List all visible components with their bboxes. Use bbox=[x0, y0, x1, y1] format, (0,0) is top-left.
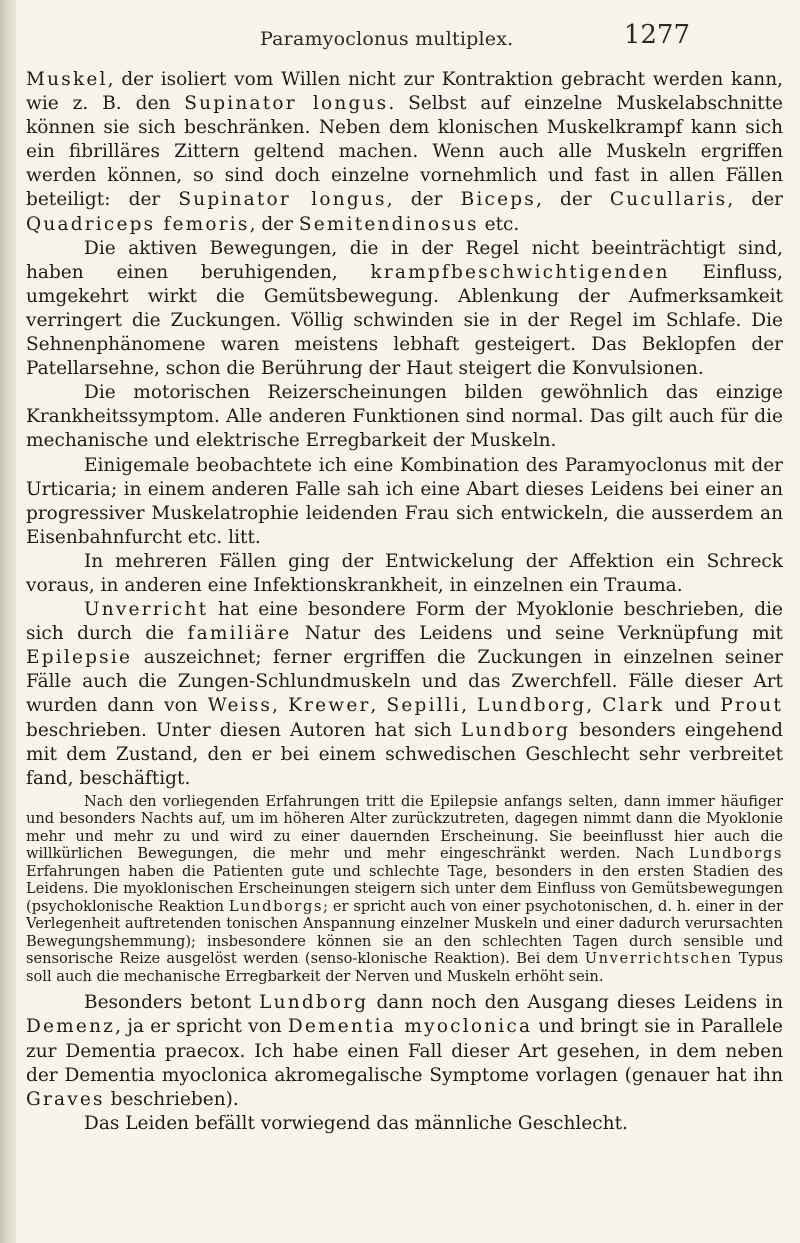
spaced-emphasis: Biceps bbox=[460, 189, 536, 211]
page-number: 1277 bbox=[623, 20, 690, 50]
text-run: Natur des Leidens und seine Verknüpfung mit bbox=[291, 623, 783, 645]
spaced-emphasis: Prout bbox=[720, 695, 784, 717]
spaced-emphasis: Graves bbox=[26, 1088, 105, 1110]
paragraph bbox=[26, 550, 783, 598]
spaced-emphasis: Unverricht bbox=[84, 599, 209, 621]
text-run: , bbox=[272, 695, 289, 717]
text-run: , der bbox=[386, 189, 461, 211]
spaced-emphasis: Lundborg bbox=[460, 719, 571, 741]
text-run: Das Leiden befällt vorwiegend das männliche Geschlecht. bbox=[84, 1112, 628, 1134]
text-run: . Selbst auf einzelne Muskelabschnitte können sie sich beschränken. Neben dem klonischen Muskelkrampf kann sich ein fibrilläres Zittern geltend machen. Wenn auch alle Muskeln ergriffen werden können, so sind doch einzelne vornehmlich und fast in allen Fällen beteiligt: der bbox=[26, 93, 783, 211]
text-run: Einigemale beobachtete ich eine Kombination des Paramyoclonus mit der Urticaria; in einem anderen Falle sah ich eine Abart dieses Leidens bei einer an progressiver Muskelatrophie leidenden Frau sich entwickeln, die ausserdem an Eisenbahnfurcht etc. litt. bbox=[26, 454, 783, 548]
text-run: , bbox=[461, 695, 478, 717]
text-run: , der bbox=[535, 189, 610, 211]
text-run: ; er spricht auch von einer psychotonischen, d. h. einer in der Verlegenheit auftretenden tonischen Anspannung einzelner Muskeln und einer dadurch verursachten Bewegungshemmung); insbesondere können sie an den schlechten Tagen durch sensible und sensorische Reize ausgelöst werden (senso-klonische Reaktion). Bei dem bbox=[26, 897, 783, 968]
spaced-emphasis: Dementia myoclonica bbox=[287, 1016, 533, 1038]
text-run: Die motorischen Reizerscheinungen bilden gewöhnlich das einzige Krankheitssymptom. Alle anderen Funktionen sind normal. Das gilt auch für die mechanische und elektrische Erregbarkeit der Muskeln. bbox=[26, 382, 783, 452]
text-run: und bbox=[664, 695, 721, 717]
text-run: hat eine besondere Form der Myoklonie beschrieben, die sich durch die bbox=[26, 599, 783, 645]
text-run: dann noch den Ausgang dieses Leidens in bbox=[368, 992, 783, 1014]
spaced-emphasis: Demenz bbox=[26, 1016, 116, 1038]
text-run: Typus soll auch die mechanische Erregbarkeit der Nerven und Muskeln erhöht sein. bbox=[26, 950, 783, 985]
text-run: , bbox=[370, 695, 387, 717]
spaced-emphasis: Supinator longus bbox=[178, 189, 387, 211]
spaced-emphasis: Lundborgs bbox=[688, 845, 783, 863]
text-run: beschrieben). bbox=[104, 1088, 239, 1110]
spaced-emphasis: krampfbeschwichtigenden bbox=[370, 261, 670, 283]
text-run: , der bbox=[249, 213, 299, 235]
text-run: Die aktiven Bewegungen, die in der Regel nicht beeinträchtigt sind, haben einen beruhigenden, bbox=[26, 237, 783, 283]
book-binding-shadow bbox=[0, 0, 16, 1243]
spaced-emphasis: Muskel bbox=[26, 69, 108, 90]
text-run: In mehreren Fällen ging der Entwickelung der Affektion ein Schreck voraus, in anderen eine Infektionskrankheit, in einzelnen ein Trauma. bbox=[26, 550, 783, 596]
text-run: , der isoliert vom Willen nicht zur Kontraktion gebracht werden kann, wie z. B. den bbox=[26, 69, 783, 115]
page-header bbox=[260, 20, 690, 56]
paragraph bbox=[26, 991, 783, 1111]
spaced-emphasis: Krewer bbox=[288, 695, 371, 717]
text-run: beschrieben. Unter diesen Autoren hat sich bbox=[26, 719, 461, 741]
paragraph bbox=[26, 454, 783, 550]
paragraph bbox=[26, 68, 783, 237]
spaced-emphasis: Weiss bbox=[207, 695, 273, 717]
text-run: , bbox=[586, 695, 603, 717]
text-run: auszeichnet; ferner ergriffen die Zuckungen in einzelnen seiner Fälle auch die Zungen-Schlundmuskeln und das Zwerchfell. Fälle dieser Art wurden dann von bbox=[26, 647, 783, 717]
text-run: etc. bbox=[478, 213, 520, 235]
text-run: und bringt sie in Parallele zur Dementia praecox. Ich habe einen Fall dieser Art gesehen, in dem neben der Dementia myoclonica akromegalische Symptome vorlagen (genauer hat ihn bbox=[26, 1016, 783, 1086]
spaced-emphasis: Semitendinosus bbox=[298, 213, 479, 235]
spaced-emphasis: Sepilli bbox=[386, 695, 462, 717]
spaced-emphasis: Lundborg bbox=[477, 695, 587, 717]
spaced-emphasis: Epilepsie bbox=[26, 647, 133, 669]
spaced-emphasis: familiäre bbox=[187, 623, 292, 645]
spaced-emphasis: Lundborgs bbox=[228, 897, 324, 915]
spaced-emphasis: Quadriceps femoris bbox=[26, 213, 250, 235]
spaced-emphasis: Cucullaris bbox=[609, 189, 728, 211]
spaced-emphasis: Lundborg bbox=[259, 992, 369, 1014]
text-run: Besonders betont bbox=[84, 992, 260, 1014]
text-run: Nach den vorliegenden Erfahrungen tritt die Epilepsie anfangs selten, dann immer häufiger und besonders Nachts auf, um im höheren Alter zurückzutreten, dagegen nimmt dann die Myoklonie mehr und mehr zu und wird zu einer dauernden Erscheinung. Sie beeinflusst hier auch die willkürlichen Bewegungen, die mehr und mehr eingeschränkt werden. Nach bbox=[26, 792, 783, 863]
small-print-note bbox=[26, 793, 783, 986]
text-run: , ja er spricht von bbox=[115, 1016, 288, 1038]
text-run: , der bbox=[727, 189, 784, 211]
spaced-emphasis: Unverrichtschen bbox=[584, 950, 733, 968]
spaced-emphasis: Supinator longus bbox=[184, 93, 389, 115]
paragraph bbox=[26, 1112, 783, 1136]
spaced-emphasis: Clark bbox=[602, 695, 665, 717]
running-title: Paramyoclonus multiplex. bbox=[260, 28, 514, 50]
paragraph bbox=[26, 237, 783, 382]
paragraph bbox=[26, 598, 783, 791]
paragraph bbox=[26, 381, 783, 453]
text-run: Erfahrungen haben die Patienten gute und schlechte Tage, besonders in den ersten Stadien des Leidens. Die myoklonischen Erscheinungen steigern sich unter dem Einfluss von Gemütsbewegungen (psychoklonische Reaktion bbox=[26, 862, 783, 915]
page-body bbox=[26, 68, 783, 1136]
text-run: Einfluss, umgekehrt wirkt die Gemütsbewegung. Ablenkung der Aufmerksamkeit verringert die Zuckungen. Völlig schwinden sie in der Regel im Schlafe. Die Sehnenphänomene waren meistens lebhaft gesteigert. Das Beklopfen der Patellarsehne, schon die Berührung der Haut steigert die Konvulsionen. bbox=[26, 261, 783, 380]
text-run: besonders eingehend mit dem Zustand, den er bei einem schwedischen Geschlecht sehr verbreitet fand, beschäftigt. bbox=[26, 719, 783, 789]
